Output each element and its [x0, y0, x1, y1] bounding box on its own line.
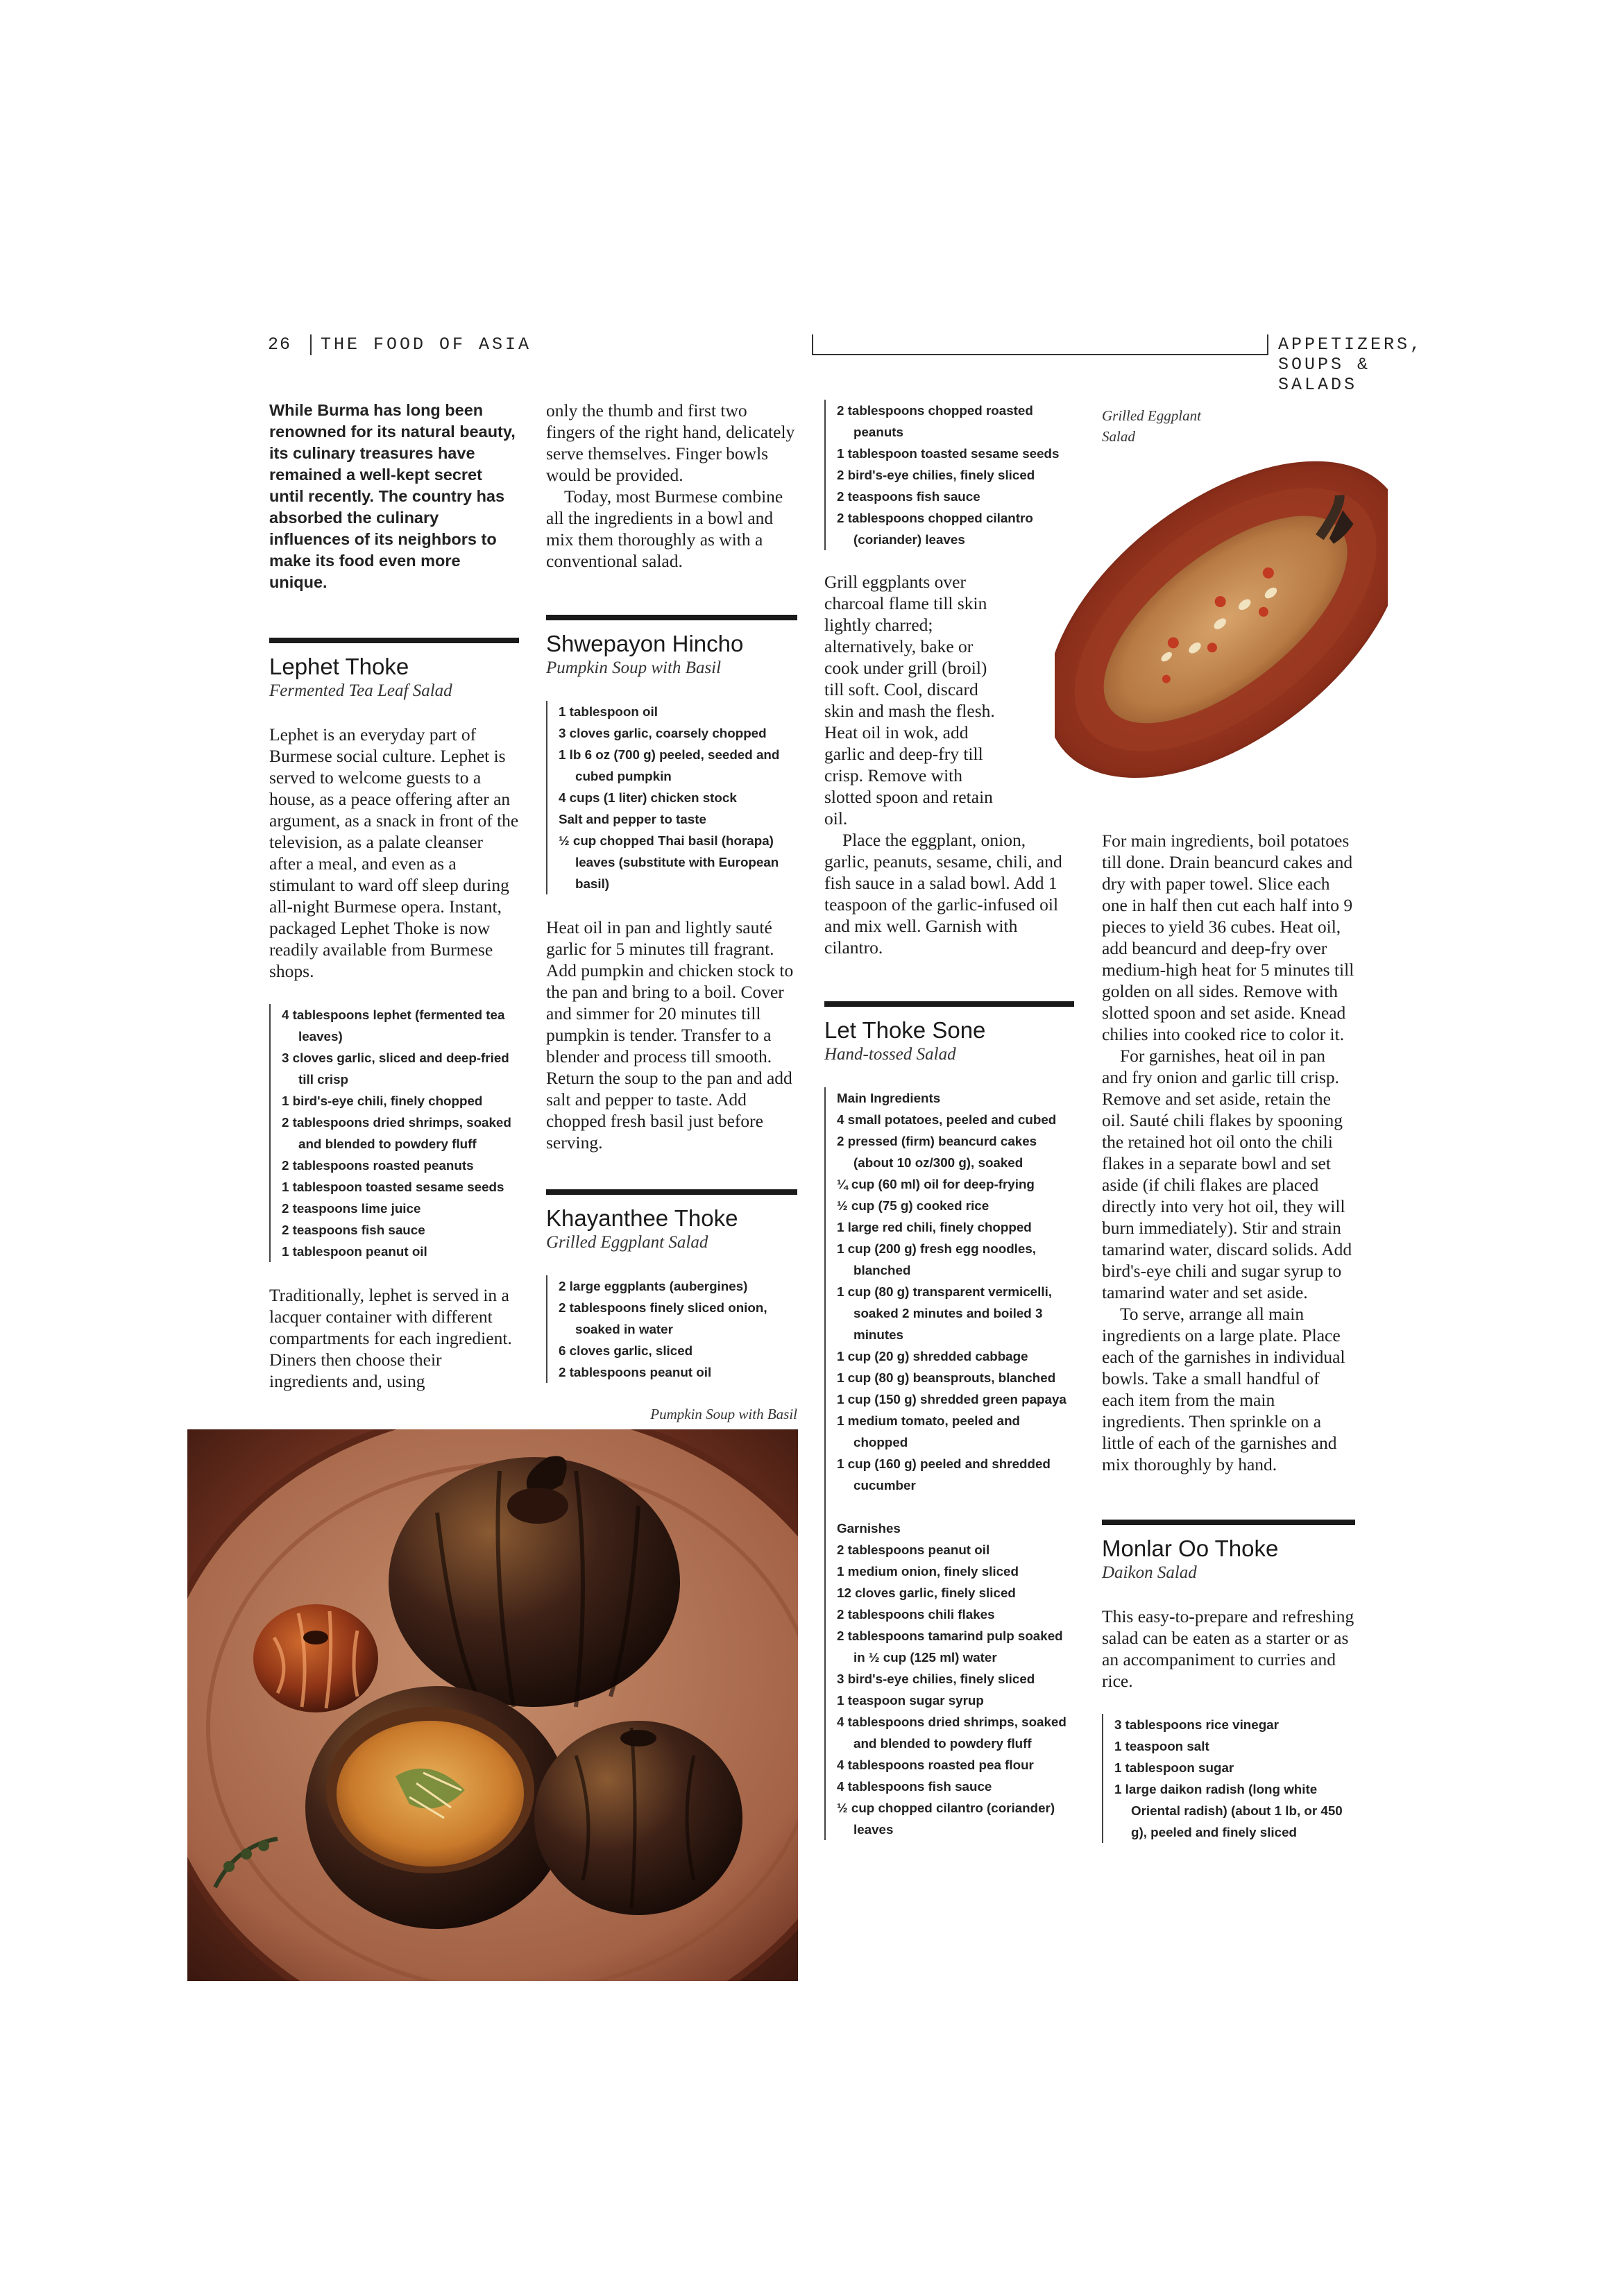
lephet-intro: Lephet is an everyday part of Burmese social culture. Lephet is served to welcome guests to a house, as a peace offering after an argument, as a snack in front of the television, as a palate cleanser after a meal, and even as a stimulant to ward off sleep during all-night Burmese opera. Instant, packaged Lephet Thoke is now readily available from Burmese shops.: [269, 724, 519, 981]
ingredient-item: 2 tablespoons chopped roasted peanuts: [837, 403, 1033, 439]
ingredient-item: 2 tablespoons tamarind pulp soaked in ½ cup (125 ml) water: [837, 1629, 1063, 1665]
ingredient-item: 2 tablespoons chopped cilantro (coriander) leaves: [837, 511, 1033, 547]
lephet-title-block: [269, 638, 519, 701]
ingredient-item: 1 cup (20 g) shredded cabbage: [837, 1349, 1028, 1363]
ingredient-item: 2 tablespoons roasted peanuts: [282, 1158, 474, 1173]
monlar-title: Monlar Oo Thoke: [1102, 1536, 1279, 1561]
grilled-eggplant-photo: [1055, 385, 1388, 829]
pumpkin-photo-caption: Pumpkin Soup with Basil: [650, 1406, 797, 1422]
lephet-method-3: Today, most Burmese combine all the ingredients in a bowl and mix them thoroughly as with a conventional salad.: [546, 486, 783, 571]
ingredient-item: 3 bird's-eye chilies, finely sliced: [837, 1672, 1035, 1686]
ingredient-item: 1 tablespoon toasted sesame seeds: [837, 446, 1060, 461]
column-3: [824, 400, 1074, 1840]
ingredient-item: 1 teaspoon salt: [1114, 1739, 1209, 1753]
lephet-title: Lephet Thoke: [269, 654, 409, 679]
ingredient-item: 2 tablespoons chili flakes: [837, 1607, 995, 1622]
shwepayon-title: Shwepayon Hincho: [546, 631, 744, 656]
ingredient-item: 2 teaspoons fish sauce: [837, 489, 980, 504]
ingredient-item: 2 pressed (firm) beancurd cakes (about 10 oz/300 g), soaked: [837, 1134, 1037, 1170]
column-1: [269, 400, 519, 1392]
khayanthee-method-2: Place the eggplant, onion, garlic, peanuts, sesame, chili, and fish sauce in a salad bowl. Add 1 teaspoon of the garlic-infused oil and mix well. Garnish with cilantro.: [824, 830, 1062, 958]
eggplant-salad-illustration: [1055, 385, 1388, 829]
ingredient-item: ¼ cup (60 ml) oil for deep-frying: [837, 1177, 1035, 1191]
ingredient-item: 1 medium tomato, peeled and chopped: [837, 1413, 1021, 1449]
letthoke-ingredients: [824, 1087, 1074, 1840]
ingredient-item: ½ cup (75 g) cooked rice: [837, 1198, 989, 1213]
letthoke-method-2: For garnishes, heat oil in pan and fry onion and garlic till crisp. Remove and set aside, retain the oil. Sauté chili flakes by spooning the retained hot oil onto the chili flakes in a separate bowl and set aside (if chili flakes are placed directly into very hot oil, they will burn immediately). Stir and strain tamarind water, discard solids. Add bird's-eye chili and sugar syrup to tamarind water and set aside.: [1102, 1046, 1352, 1302]
ingredient-item: 2 large eggplants (aubergines): [559, 1279, 748, 1293]
khayanthee-ingredients-continued: [824, 400, 1074, 550]
lephet-method-1: Traditionally, lephet is served in a lacquer container with different compartments for each ingredient. Diners then choose their ingredients and, using: [269, 1285, 512, 1391]
page-intro: While Burma has long been renowned for its natural beauty, its culinary treasures have remained a well-kept secret until recently. The country has absorbed the culinary influences of its neighbors to make its food even more unique.: [269, 401, 516, 591]
letthoke-title: Let Thoke Sone: [824, 1017, 986, 1043]
ingredient-item: 6 cloves garlic, sliced: [559, 1343, 693, 1358]
ingredient-item: 2 teaspoons lime juice: [282, 1201, 421, 1216]
ingredient-item: 1 tablespoon peanut oil: [282, 1244, 427, 1259]
ingredient-item: 1 cup (80 g) transparent vermicelli, soaked 2 minutes and boiled 3 minutes: [837, 1284, 1053, 1342]
pumpkin-soup-illustration: [187, 1429, 798, 1981]
section-title: APPETIZERS, SOUPS & SALADS: [1278, 334, 1424, 395]
book-title: THE FOOD OF ASIA: [321, 334, 532, 355]
ingredient-item: 4 tablespoons roasted pea flour: [837, 1758, 1034, 1772]
ingredient-item: 1 large daikon radish (long white Oriental radish) (about 1 lb, or 450 g), peeled and finely sliced: [1114, 1782, 1343, 1839]
lephet-subtitle: Fermented Tea Leaf Salad: [269, 681, 452, 700]
monlar-intro: This easy-to-prepare and refreshing salad can be eaten as a starter or as an accompaniment to curries and rice.: [1102, 1606, 1354, 1691]
ingredient-item: 1 tablespoon sugar: [1114, 1760, 1234, 1775]
ingredient-item: 4 small potatoes, peeled and cubed: [837, 1112, 1057, 1127]
ingredient-item: 1 lb 6 oz (700 g) peeled, seeded and cubed pumpkin: [559, 747, 780, 783]
header-rule-right-tick: [1267, 334, 1268, 355]
lephet-ingredients: [269, 1004, 519, 1262]
ingredient-item: Salt and pepper to taste: [559, 812, 706, 826]
khayanthee-title: Khayanthee Thoke: [546, 1205, 738, 1231]
khayanthee-ingredients: [546, 1275, 797, 1383]
ingredient-item: 1 large red chili, finely chopped: [837, 1220, 1032, 1234]
ingredient-item: 1 tablespoon toasted sesame seeds: [282, 1180, 504, 1194]
khayanthee-method: [824, 571, 1074, 958]
header-rule: [812, 354, 1268, 355]
ingredient-item: 1 cup (200 g) fresh egg noodles, blanched: [837, 1241, 1036, 1277]
ingredient-item: 4 cups (1 liter) chicken stock: [559, 790, 737, 805]
column-2: [546, 400, 797, 1425]
ingredient-item: 3 tablespoons rice vinegar: [1114, 1717, 1279, 1732]
letthoke-method-3: To serve, arrange all main ingredients on a large plate. Place each of the garnishes in individual bowls. Take a small handful of each item from the main ingredients. Then sprinkle on a little of each of the garnishes and mix thoroughly by hand.: [1102, 1304, 1345, 1474]
ingredient-item: 1 teaspoon sugar syrup: [837, 1693, 984, 1708]
garnishes-heading: Garnishes: [837, 1521, 901, 1536]
page-header: [268, 334, 1424, 395]
eggplant-photo-caption: [1102, 405, 1255, 447]
ingredient-item: 3 cloves garlic, coarsely chopped: [559, 726, 767, 740]
ingredient-item: 3 cloves garlic, sliced and deep-fried till crisp: [282, 1051, 509, 1087]
ingredient-item: ½ cup chopped Thai basil (horapa) leaves (substitute with European basil): [559, 833, 779, 891]
ingredient-item: 12 cloves garlic, finely sliced: [837, 1585, 1016, 1600]
spacer: [837, 1496, 1074, 1517]
ingredient-item: 2 bird's-eye chilies, finely sliced: [837, 468, 1035, 482]
ingredient-item: 1 tablespoon oil: [559, 704, 658, 719]
ingredient-item: 2 tablespoons peanut oil: [837, 1542, 990, 1557]
ingredient-item: 1 medium onion, finely sliced: [837, 1564, 1019, 1579]
monlar-title-block: [1102, 1520, 1355, 1583]
ingredient-item: 2 tablespoons finely sliced onion, soaked in water: [559, 1300, 767, 1336]
ingredient-item: 4 tablespoons dried shrimps, soaked and blended to powdery fluff: [837, 1715, 1067, 1751]
khayanthee-subtitle: Grilled Eggplant Salad: [546, 1233, 708, 1252]
ingredient-item: 1 cup (80 g) beansprouts, blanched: [837, 1370, 1056, 1385]
ingredient-item: ½ cup chopped cilantro (coriander) leaves: [837, 1801, 1055, 1837]
shwepayon-method: Heat oil in pan and lightly sauté garlic for 5 minutes till fragrant. Add pumpkin and chicken stock to the pan and bring to a boil. Cover and simmer for 20 minutes till pumpkin is tender. Transfer to a blender and process till smooth. Return the soup to the pan and add salt and pepper to taste. Add chopped fresh basil just before serving.: [546, 917, 794, 1153]
letthoke-method-1: For main ingredients, boil potatoes till done. Drain beancurd cakes and dry with paper towel. Slice each one in half then cut each half into 9 pieces to yield 36 cubes. Heat oil, add beancurd and deep-fry over medium-high heat for 5 minutes till golden on all sides. Remove with slotted spoon and set aside. Knead chilies into cooked rice to color it.: [1102, 831, 1354, 1044]
letthoke-subtitle: Hand-tossed Salad: [824, 1045, 956, 1064]
lephet-method-2: only the thumb and first two fingers of the right hand, delicately serve themselves. Finger bowls would be provided.: [546, 400, 795, 485]
ingredient-item: 1 cup (150 g) shredded green papaya: [837, 1392, 1067, 1406]
ingredient-item: 1 bird's-eye chili, finely chopped: [282, 1094, 483, 1108]
khayanthee-method-1: Grill eggplants over charcoal flame till skin lightly charred; alternatively, bake or cook under grill (broil) till soft. Cool, discard skin and mash the flesh. Heat oil in wok, add garlic and deep-fry till crisp. Remove with slotted spoon and retain oil.: [824, 572, 995, 828]
ingredient-item: 1 cup (160 g) peeled and shredded cucumber: [837, 1456, 1051, 1493]
khayanthee-title-block: [546, 1189, 797, 1253]
ingredient-item: 2 tablespoons peanut oil: [559, 1365, 712, 1379]
monlar-ingredients: [1102, 1714, 1355, 1843]
header-rule-left-tick: [812, 334, 813, 355]
main-ingredients-heading: Main Ingredients: [837, 1091, 941, 1105]
shwepayon-title-block: [546, 615, 797, 679]
ingredient-item: 2 tablespoons dried shrimps, soaked and blended to powdery fluff: [282, 1115, 511, 1151]
ingredient-item: 4 tablespoons lephet (fermented tea leaves): [282, 1007, 505, 1044]
column-4: [1102, 830, 1355, 1843]
page-number: 26: [268, 334, 292, 355]
ingredient-item: 4 tablespoons fish sauce: [837, 1779, 992, 1794]
letthoke-title-block: [824, 1001, 1074, 1065]
eggplant-caption-line-1: Grilled Eggplant: [1102, 407, 1201, 424]
shwepayon-subtitle: Pumpkin Soup with Basil: [546, 658, 722, 677]
shwepayon-ingredients: [546, 701, 797, 894]
pumpkin-soup-photo: [187, 1429, 798, 1981]
monlar-subtitle: Daikon Salad: [1102, 1563, 1197, 1582]
header-divider: [310, 334, 312, 355]
eggplant-caption-line-2: Salad: [1102, 428, 1135, 445]
ingredient-item: 2 teaspoons fish sauce: [282, 1223, 425, 1237]
